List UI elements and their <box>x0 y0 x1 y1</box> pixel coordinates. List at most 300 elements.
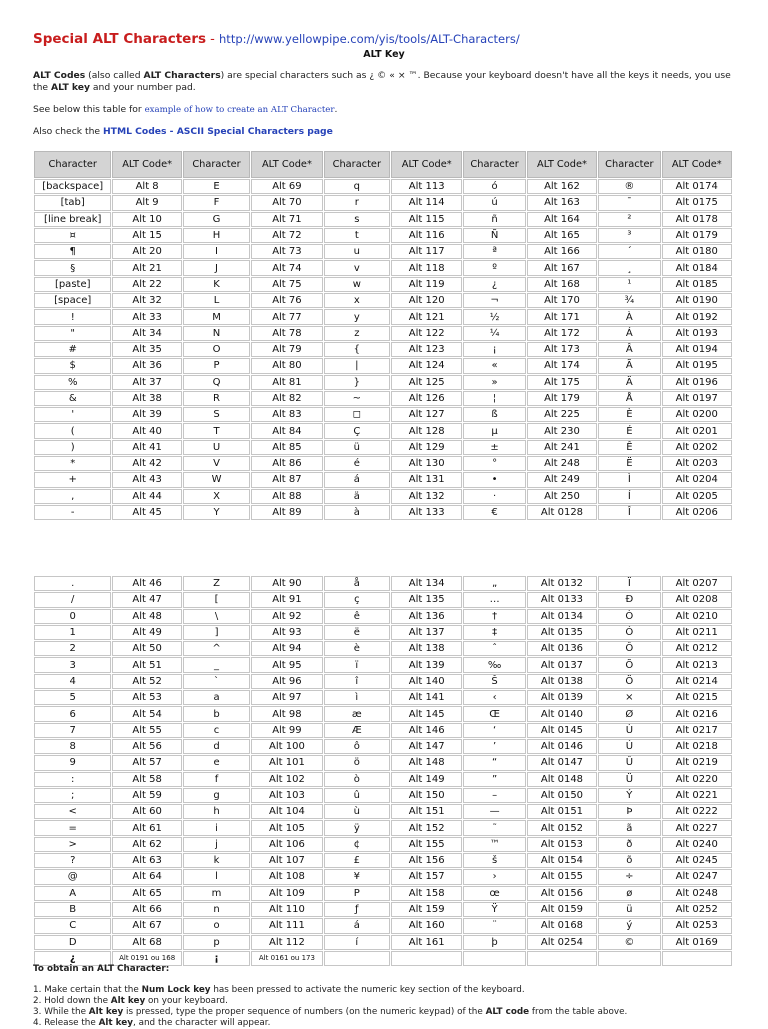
alt-code-cell: Alt 34 <box>112 326 181 341</box>
alt-code-cell: Alt 137 <box>391 625 462 640</box>
character-cell: í <box>324 935 390 950</box>
alt-code-cell: Alt 131 <box>391 472 462 487</box>
alt-code-cell: Alt 97 <box>251 690 322 705</box>
character-cell: Ü <box>598 772 660 787</box>
character-cell: ¤ <box>34 228 111 243</box>
alt-code-cell: Alt 141 <box>391 690 462 705</box>
table-row <box>34 375 732 390</box>
step-text: 3. While the <box>33 1007 89 1017</box>
alt-code-cell: Alt 250 <box>527 489 597 504</box>
step-text: , and the character will appear. <box>133 1018 271 1028</box>
alt-code-cell: Alt 83 <box>251 407 322 422</box>
character-cell: j <box>183 837 250 852</box>
alt-code-cell: Alt 0217 <box>662 723 732 738</box>
alt-code-cell: Alt 0128 <box>527 505 597 520</box>
alt-code-cell: Alt 174 <box>527 358 597 373</box>
character-cell: ‡ <box>463 625 525 640</box>
alt-code-cell: Alt 56 <box>112 739 181 754</box>
column-header: Character <box>598 151 660 178</box>
step-text: on your keyboard. <box>145 996 228 1006</box>
table-row <box>34 755 732 770</box>
table-row <box>34 342 732 357</box>
alt-code-cell: Alt 147 <box>391 739 462 754</box>
table-row <box>34 690 732 705</box>
character-cell: — <box>463 804 525 819</box>
column-header: ALT Code* <box>112 151 181 178</box>
alt-code-cell: Alt 0196 <box>662 375 732 390</box>
example-period: . <box>334 104 338 115</box>
alt-code-cell: Alt 139 <box>391 657 462 672</box>
intro-alt-characters: ALT Characters <box>143 70 221 81</box>
character-cell: ø <box>598 886 660 901</box>
header <box>33 31 733 47</box>
character-cell: K <box>183 277 250 292</box>
character-cell: “ <box>463 755 525 770</box>
alt-code-cell: Alt 230 <box>527 423 597 438</box>
table-row <box>34 886 732 901</box>
table-row <box>34 657 732 672</box>
alt-code-cell: Alt 54 <box>112 706 181 721</box>
character-cell: n <box>183 902 250 917</box>
table-body <box>34 179 732 520</box>
character-cell: Ñ <box>463 228 525 243</box>
character-cell: k <box>183 853 250 868</box>
character-cell: h <box>183 804 250 819</box>
character-cell: ◻ <box>324 407 390 422</box>
character-cell: × <box>598 690 660 705</box>
alt-code-cell: Alt 0227 <box>662 820 732 835</box>
character-cell: T <box>183 423 250 438</box>
character-cell: @ <box>34 869 111 884</box>
alt-code-cell: Alt 0175 <box>662 195 732 210</box>
alt-code-cell: Alt 133 <box>391 505 462 520</box>
character-cell: \ <box>183 609 250 624</box>
alt-code-cell: Alt 115 <box>391 212 462 227</box>
alt-code-cell: Alt 0215 <box>662 690 732 705</box>
character-cell: I <box>183 244 250 259</box>
alt-code-cell: Alt 0205 <box>662 489 732 504</box>
table-row <box>34 505 732 520</box>
alt-code-cell: Alt 102 <box>251 772 322 787</box>
character-cell: § <box>34 260 111 275</box>
character-cell: Ì <box>598 472 660 487</box>
alt-code-cell: Alt 0169 <box>662 935 732 950</box>
alt-code-cell: Alt 9 <box>112 195 181 210</box>
character-cell: ö <box>324 755 390 770</box>
alt-code-cell: Alt 0133 <box>527 592 597 607</box>
step-text: from the table above. <box>529 1007 628 1017</box>
alt-code-cell: Alt 0252 <box>662 902 732 917</box>
character-cell: ü <box>598 902 660 917</box>
alt-code-cell: Alt 0193 <box>662 326 732 341</box>
table-row <box>34 195 732 210</box>
example-link[interactable]: example of how to create an ALT Character <box>144 105 335 115</box>
alt-code-cell: Alt 20 <box>112 244 181 259</box>
table-row <box>34 804 732 819</box>
alt-code-cell: Alt 150 <box>391 788 462 803</box>
character-cell: u <box>324 244 390 259</box>
character-cell: q <box>324 179 390 194</box>
alt-code-cell: Alt 116 <box>391 228 462 243</box>
character-cell: x <box>324 293 390 308</box>
character-cell: Ó <box>598 625 660 640</box>
alt-code-cell: Alt 0247 <box>662 869 732 884</box>
alt-code-cell: Alt 67 <box>112 918 181 933</box>
character-cell: ü <box>324 440 390 455</box>
alt-code-cell: Alt 0207 <box>662 576 732 591</box>
character-cell: [backspace] <box>34 179 111 194</box>
alt-code-cell: Alt 167 <box>527 260 597 275</box>
character-cell: # <box>34 342 111 357</box>
alt-code-cell: Alt 69 <box>251 179 322 194</box>
character-cell: i <box>183 820 250 835</box>
alt-code-cell: Alt 0147 <box>527 755 597 770</box>
alt-code-cell: Alt 21 <box>112 260 181 275</box>
alt-code-cell: Alt 65 <box>112 886 181 901</box>
alt-code-cell: Alt 0154 <box>527 853 597 868</box>
character-cell: b <box>183 706 250 721</box>
step-text: 2. Hold down the <box>33 996 111 1006</box>
alt-code-cell: Alt 15 <box>112 228 181 243</box>
character-cell: ¸ <box>598 260 660 275</box>
character-cell: : <box>34 772 111 787</box>
intro-text-3: and your number pad. <box>90 82 196 93</box>
character-cell: 3 <box>34 657 111 672</box>
alt-code-cell: Alt 175 <box>527 375 597 390</box>
character-cell: ¢ <box>324 837 390 852</box>
source-url-link[interactable]: http://www.yellowpipe.com/yis/tools/ALT-Characters/ <box>219 32 520 46</box>
alt-code-cell: Alt 87 <box>251 472 322 487</box>
alt-code-cell: Alt 159 <box>391 902 462 917</box>
alt-code-cell: Alt 152 <box>391 820 462 835</box>
table-row <box>34 228 732 243</box>
character-cell: ñ <box>463 212 525 227</box>
also-check-paragraph <box>33 126 741 138</box>
alt-code-cell: Alt 66 <box>112 902 181 917</box>
alt-code-cell: Alt 99 <box>251 723 322 738</box>
character-cell: 6 <box>34 706 111 721</box>
alt-code-cell: Alt 0137 <box>527 657 597 672</box>
alt-code-cell: Alt 0245 <box>662 853 732 868</box>
alt-code-cell: Alt 0180 <box>662 244 732 259</box>
alt-code-cell: Alt 50 <box>112 641 181 656</box>
character-cell: Û <box>598 755 660 770</box>
alt-code-cell: Alt 0138 <box>527 674 597 689</box>
table-row <box>34 179 732 194</box>
html-codes-link[interactable]: HTML Codes <box>102 126 167 137</box>
character-cell: Z <box>183 576 250 591</box>
table-row <box>34 853 732 868</box>
alt-code-cell: Alt 114 <box>391 195 462 210</box>
column-header: Character <box>34 151 111 178</box>
character-cell: Ò <box>598 609 660 624</box>
character-cell: Ï <box>598 576 660 591</box>
character-cell: [paste] <box>34 277 111 292</box>
table-row <box>34 309 732 324</box>
alt-code-cell: Alt 38 <box>112 391 181 406</box>
alt-code-cell: Alt 127 <box>391 407 462 422</box>
character-cell: Ê <box>598 440 660 455</box>
character-cell: * <box>34 456 111 471</box>
alt-code-cell: Alt 39 <box>112 407 181 422</box>
alt-code-cell: Alt 0192 <box>662 309 732 324</box>
table-row <box>34 820 732 835</box>
alt-code-cell: Alt 0254 <box>527 935 597 950</box>
intro-text-2: ) are special characters such as ¿ © « × ™. Because your keyboard doesn't have all the keys it needs, you use the <box>33 70 731 93</box>
alt-code-cell: Alt 166 <box>527 244 597 259</box>
table-row <box>34 293 732 308</box>
character-cell: $ <box>34 358 111 373</box>
character-cell: é <box>324 456 390 471</box>
alt-code-cell: Alt 0145 <box>527 723 597 738</box>
character-cell: ‰ <box>463 657 525 672</box>
alt-codes-table-1 <box>33 150 733 521</box>
character-cell: á <box>324 918 390 933</box>
table-row <box>34 869 732 884</box>
alt-code-cell: Alt 126 <box>391 391 462 406</box>
character-cell: / <box>34 592 111 607</box>
character-cell: Y <box>183 505 250 520</box>
character-cell: w <box>324 277 390 292</box>
character-cell: þ <box>463 935 525 950</box>
character-cell: W <box>183 472 250 487</box>
table-body <box>34 576 732 966</box>
alt-code-cell: Alt 0220 <box>662 772 732 787</box>
character-cell: † <box>463 609 525 624</box>
character-cell: d <box>183 739 250 754</box>
alt-code-cell: Alt 58 <box>112 772 181 787</box>
character-cell: ³ <box>598 228 660 243</box>
character-cell: 4 <box>34 674 111 689</box>
alt-code-cell: Alt 156 <box>391 853 462 868</box>
alt-code-cell: Alt 136 <box>391 609 462 624</box>
character-cell: À <box>598 309 660 324</box>
alt-code-cell: Alt 101 <box>251 755 322 770</box>
alt-code-cell: Alt 0201 <box>662 423 732 438</box>
alt-code-cell: Alt 0139 <box>527 690 597 705</box>
alt-code-cell: Alt 151 <box>391 804 462 819</box>
title-dash: - <box>206 32 220 47</box>
alt-code-cell: Alt 0211 <box>662 625 732 640</box>
alt-code-cell: Alt 0152 <box>527 820 597 835</box>
ascii-special-characters-link[interactable]: ASCII Special Characters page <box>176 126 333 137</box>
character-cell: ½ <box>463 309 525 324</box>
intro-text-1: (also called <box>85 70 144 81</box>
character-cell: – <box>463 788 525 803</box>
character-cell: + <box>34 472 111 487</box>
character-cell: ® <box>598 179 660 194</box>
character-cell: ù <box>324 804 390 819</box>
character-cell: Ç <box>324 423 390 438</box>
alt-code-cell: Alt 45 <box>112 505 181 520</box>
table-row <box>34 423 732 438</box>
alt-code-cell: Alt 76 <box>251 293 322 308</box>
table-row <box>34 472 732 487</box>
character-cell: , <box>34 489 111 504</box>
character-cell: a <box>183 690 250 705</box>
alt-code-cell: Alt 119 <box>391 277 462 292</box>
table-row <box>34 358 732 373</box>
alt-code-cell: Alt 85 <box>251 440 322 455</box>
alt-code-cell: Alt 61 <box>112 820 181 835</box>
character-cell: ” <box>463 772 525 787</box>
alt-code-cell: Alt 172 <box>527 326 597 341</box>
alt-code-cell: Alt 73 <box>251 244 322 259</box>
step-key: Alt key <box>98 1018 133 1028</box>
character-cell: X <box>183 489 250 504</box>
character-cell: % <box>34 375 111 390</box>
character-cell: [ <box>183 592 250 607</box>
alt-code-cell: Alt 92 <box>251 609 322 624</box>
character-cell: ã <box>598 820 660 835</box>
character-cell: ¼ <box>463 326 525 341</box>
alt-code-cell: Alt 149 <box>391 772 462 787</box>
alt-code-cell: Alt 96 <box>251 674 322 689</box>
alt-code-cell: Alt 0195 <box>662 358 732 373</box>
alt-code-cell: Alt 0219 <box>662 755 732 770</box>
character-cell: B <box>34 902 111 917</box>
table-row <box>34 592 732 607</box>
alt-code-cell: Alt 108 <box>251 869 322 884</box>
character-cell: L <box>183 293 250 308</box>
alt-code-cell: Alt 80 <box>251 358 322 373</box>
instructions-list <box>33 985 741 1029</box>
alt-code-cell: Alt 22 <box>112 277 181 292</box>
alt-code-cell: Alt 70 <box>251 195 322 210</box>
alt-code-cell: Alt 32 <box>112 293 181 308</box>
character-cell: „ <box>463 576 525 591</box>
character-cell: ¡ <box>183 951 250 966</box>
alt-code-cell: Alt 107 <box>251 853 322 868</box>
alt-code-cell: Alt 148 <box>391 755 462 770</box>
character-cell: æ <box>324 706 390 721</box>
character-cell: ú <box>463 195 525 210</box>
table-row <box>34 576 732 591</box>
character-cell: … <box>463 592 525 607</box>
character-cell: A <box>34 886 111 901</box>
character-cell: ] <box>183 625 250 640</box>
character-cell: œ <box>463 886 525 901</box>
character-cell: ý <box>598 918 660 933</box>
character-cell: » <box>463 375 525 390</box>
alt-code-cell: Alt 0212 <box>662 641 732 656</box>
table-row <box>34 440 732 455</box>
character-cell: } <box>324 375 390 390</box>
alt-code-cell: Alt 0214 <box>662 674 732 689</box>
intro-paragraph <box>33 70 741 94</box>
character-cell: Õ <box>598 657 660 672</box>
instruction-step <box>33 1007 741 1018</box>
table-row <box>34 277 732 292</box>
intro-alt-codes: ALT Codes <box>33 70 86 81</box>
table-row <box>34 609 732 624</box>
character-cell: y <box>324 309 390 324</box>
alt-code-cell: Alt 74 <box>251 260 322 275</box>
alt-code-cell: Alt 140 <box>391 674 462 689</box>
character-cell: Å <box>598 391 660 406</box>
character-cell: Ý <box>598 788 660 803</box>
character-cell: S <box>183 407 250 422</box>
alt-code-cell: Alt 82 <box>251 391 322 406</box>
alt-code-cell: Alt 0135 <box>527 625 597 640</box>
step-key: Num Lock key <box>141 985 211 995</box>
alt-code-cell: Alt 95 <box>251 657 322 672</box>
character-cell: ÿ <box>324 820 390 835</box>
alt-code-cell: Alt 168 <box>527 277 597 292</box>
character-cell: ¶ <box>34 244 111 259</box>
alt-code-cell: Alt 111 <box>251 918 322 933</box>
alt-code-cell: Alt 123 <box>391 342 462 357</box>
character-cell: C <box>34 918 111 933</box>
table-row <box>34 391 732 406</box>
character-cell: ) <box>34 440 111 455</box>
character-cell: p <box>183 935 250 950</box>
character-cell: ¿ <box>34 951 111 966</box>
character-cell: g <box>183 788 250 803</box>
alt-code-cell: Alt 0210 <box>662 609 732 624</box>
alt-code-cell: Alt 0184 <box>662 260 732 275</box>
character-cell: R <box>183 391 250 406</box>
character-cell: å <box>324 576 390 591</box>
alt-code-cell: Alt 0178 <box>662 212 732 227</box>
table-header-row <box>34 151 732 178</box>
alt-code-cell: Alt 128 <box>391 423 462 438</box>
character-cell: ‹ <box>463 690 525 705</box>
character-cell: î <box>324 674 390 689</box>
character-cell: ¡ <box>463 342 525 357</box>
character-cell: ê <box>324 609 390 624</box>
alt-code-cell: Alt 160 <box>391 918 462 933</box>
alt-code-cell: Alt 0194 <box>662 342 732 357</box>
character-cell: " <box>34 326 111 341</box>
alt-code-cell: Alt 10 <box>112 212 181 227</box>
alt-code-cell: Alt 179 <box>527 391 597 406</box>
character-cell: Ù <box>598 723 660 738</box>
character-cell: « <box>463 358 525 373</box>
character-cell: ; <box>34 788 111 803</box>
alt-code-cell: Alt 84 <box>251 423 322 438</box>
alt-code-cell: Alt 0146 <box>527 739 597 754</box>
character-cell: P <box>183 358 250 373</box>
character-cell: 9 <box>34 755 111 770</box>
alt-code-cell: Alt 106 <box>251 837 322 852</box>
table-row <box>34 407 732 422</box>
character-cell: à <box>324 505 390 520</box>
character-cell: ï <box>324 657 390 672</box>
character-cell: ¨ <box>463 918 525 933</box>
character-cell: É <box>598 423 660 438</box>
alt-code-cell: Alt 55 <box>112 723 181 738</box>
also-check-text: Also check the <box>33 126 103 137</box>
character-cell: ð <box>598 837 660 852</box>
alt-code-cell: Alt 48 <box>112 609 181 624</box>
character-cell: ¬ <box>463 293 525 308</box>
alt-code-cell: Alt 59 <box>112 788 181 803</box>
alt-code-cell: Alt 0253 <box>662 918 732 933</box>
alt-code-cell: Alt 41 <box>112 440 181 455</box>
character-cell: r <box>324 195 390 210</box>
alt-code-cell: Alt 0190 <box>662 293 732 308</box>
alt-code-cell: Alt 46 <box>112 576 181 591</box>
alt-code-cell: Alt 81 <box>251 375 322 390</box>
character-cell: ™ <box>463 837 525 852</box>
alt-code-cell: Alt 72 <box>251 228 322 243</box>
alt-code-cell: Alt 0202 <box>662 440 732 455</box>
character-cell: t <box>324 228 390 243</box>
intro-alt-key: ALT key <box>51 82 90 93</box>
step-text: has been pressed to activate the numeric key section of the keyboard. <box>210 985 525 995</box>
character-cell: š <box>463 853 525 868</box>
